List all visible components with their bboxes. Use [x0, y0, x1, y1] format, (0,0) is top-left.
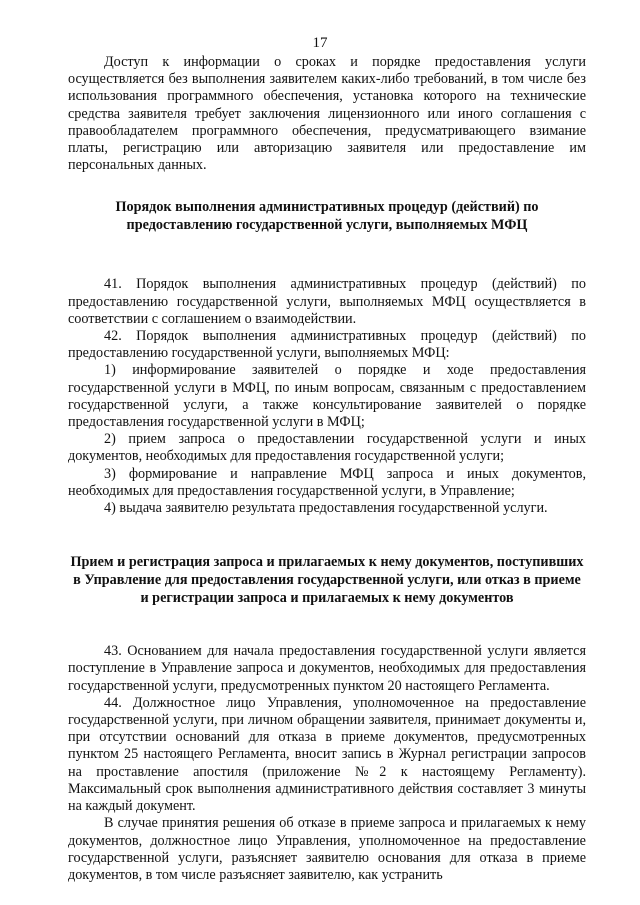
list-item-4: 4) выдача заявителю результата предоставления государственной услуги. — [104, 500, 548, 517]
list-item-2: 2) прием запроса о предоставлении государственной услуги и иных документов, необходимых для предоставления государственной услуги; — [68, 431, 586, 465]
paragraph-43: 43. Основанием для начала предоставления государственной услуги является поступление в Управление запроса и документов, необходимых для предоставления государственной услуги, предусмотренных пунктом 20 настоящего Регламента. — [68, 643, 586, 694]
page-body — [68, 54, 586, 884]
section-heading-reception: Прием и регистрация запроса и прилагаемых к нему документов, поступивших в Управление для предоставления государственной услуги, или отказ в приеме и регистрации запроса и прилагаемых к нему документов — [70, 554, 584, 607]
paragraph-44: 44. Должностное лицо Управления, уполномоченное на предоставление государственной услуги, при личном обращении заявителя, принимает документы и, при отсутствии оснований для отказа в приеме документов, предусмотренных пунктом 25 настоящего Регламента, вносит запись в Журнал регистрации запросов на проставление апостиля (приложение №2 к настоящему Регламенту). Максимальный срок выполнения административного действия составляет 3 минуты на каждый документ. — [68, 694, 586, 815]
section-heading-mfc: Порядок выполнения административных процедур (действий) по предоставлению государственной услуги, выполняемых МФЦ — [115, 199, 539, 234]
paragraph-access-info: Доступ к информации о сроках и порядке предоставления услуги осуществляется без выполнения заявителем каких-либо требований, в том числе без использования программного обеспечения, установка которого на технические средства заявителя требует заключения лицензионного или иного соглашения с правообладателем программного обеспечения, предусматривающего взимание платы, регистрацию или авторизацию заявителя или предоставление им персональных данных. — [68, 54, 586, 174]
paragraph-42: 42. Порядок выполнения административных процедур (действий) по предоставлению государственной услуги, выполняемых МФЦ: — [68, 328, 586, 362]
page-number: 17 — [312, 35, 328, 51]
list-item-1: 1) информирование заявителей о порядке и ходе предоставления государственной услуги в МФЦ, по иным вопросам, связанным с предоставлением государственной услуги, а также консультирование заявителей о порядке предоставления государственной услуги в МФЦ; — [68, 362, 586, 431]
paragraph-refusal: В случае принятия решения об отказе в приеме запроса и прилагаемых к нему документов, должностное лицо Управления, уполномоченное на предоставление государственной услуги, разъясняет заявителю основания для отказа в приеме документов, в том числе разъясняет заявителю, как устранить — [68, 815, 586, 883]
paragraph-41: 41. Порядок выполнения административных процедур (действий) по предоставлению государственной услуги, выполняемых МФЦ осуществляется в соответствии с соглашением о взаимодействии. — [68, 276, 586, 327]
list-item-3: 3) формирование и направление МФЦ запроса и иных документов, необходимых для предоставления государственной услуги, в Управление; — [68, 465, 586, 499]
